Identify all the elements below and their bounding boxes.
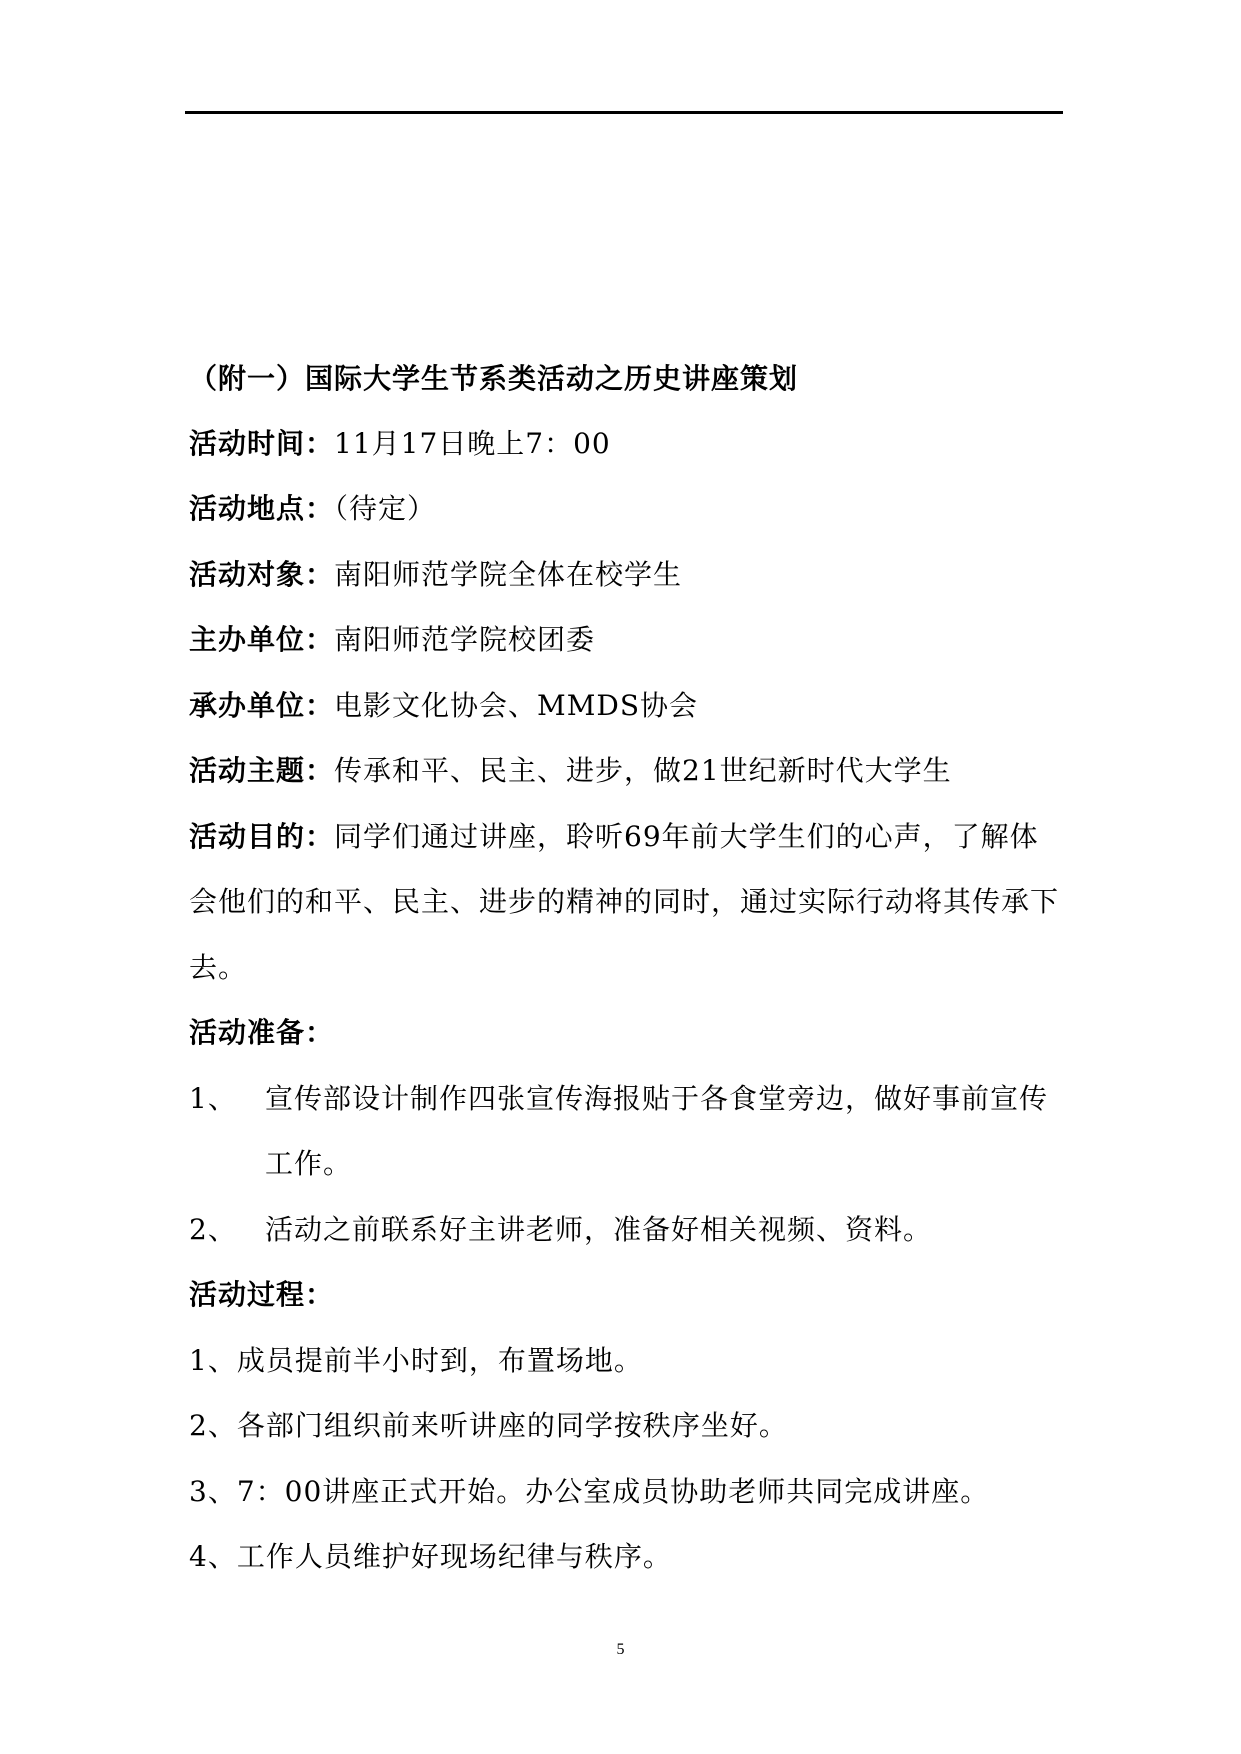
purpose-text-line-1: 同学们通过讲座，聆听69年前大学生们的心声，了解体: [334, 820, 1039, 853]
field-label: 活动主题: [189, 754, 306, 787]
field-separator: ：: [305, 492, 335, 525]
field-label: 活动对象: [189, 558, 306, 591]
field-value: （待定）: [334, 492, 437, 525]
document-title: （附一）国际大学生节系类活动之历史讲座策划: [189, 362, 799, 395]
preparation-item: [189, 1079, 1048, 1119]
field-activity-target: [189, 555, 682, 595]
field-label: 活动地点: [189, 492, 306, 525]
process-heading: 活动过程：: [189, 1278, 335, 1311]
field-activity-theme: [189, 751, 952, 791]
preparation-item-number: 1、: [189, 1082, 237, 1115]
field-value: 11月17日晚上7：00: [334, 427, 611, 460]
preparation-item-number: 2、: [189, 1213, 237, 1246]
field-separator: ：: [305, 689, 335, 722]
preparation-heading: 活动准备：: [189, 1016, 335, 1049]
process-item: 2、各部门组织前来听讲座的同学按秩序坐好。: [189, 1409, 788, 1442]
field-label: 承办单位: [189, 689, 306, 722]
preparation-item-text: 活动之前联系好主讲老师，准备好相关视频、资料。: [265, 1213, 933, 1246]
preparation-item: [189, 1210, 932, 1250]
field-separator: ：: [305, 820, 335, 853]
purpose-text-line-2: 会他们的和平、民主、进步的精神的同时，通过实际行动将其传承下: [189, 885, 1060, 918]
field-activity-time: [189, 424, 611, 464]
page-number: 5: [616, 1641, 625, 1658]
field-value: 南阳师范学院全体在校学生: [334, 558, 683, 591]
preparation-item-text: 宣传部设计制作四张宣传海报贴于各食堂旁边，做好事前宣传: [265, 1082, 1049, 1115]
field-value: 传承和平、民主、进步，做21世纪新时代大学生: [334, 754, 952, 787]
process-item: 4、工作人员维护好现场纪律与秩序。: [189, 1540, 672, 1573]
field-activity-purpose: [189, 817, 1039, 857]
field-label: 活动时间: [189, 427, 306, 460]
field-value: 电影文化协会、MMDS协会: [334, 689, 699, 722]
preparation-item-text-continued: 工作。: [265, 1147, 353, 1180]
field-label: 主办单位: [189, 623, 306, 656]
field-separator: ：: [305, 427, 335, 460]
field-organizer: [189, 620, 595, 660]
process-item: 1、成员提前半小时到，布置场地。: [189, 1344, 643, 1377]
field-separator: ：: [305, 754, 335, 787]
field-co-organizer: [189, 686, 698, 726]
field-separator: ：: [305, 558, 335, 591]
field-value: 南阳师范学院校团委: [334, 623, 596, 656]
purpose-text-line-3: 去。: [189, 951, 248, 984]
process-item: 3、7：00讲座正式开始。办公室成员协助老师共同完成讲座。: [189, 1475, 990, 1508]
field-separator: ：: [305, 623, 335, 656]
field-label: 活动目的: [189, 820, 306, 853]
header-rule: [185, 111, 1063, 114]
field-activity-location: [189, 489, 436, 529]
